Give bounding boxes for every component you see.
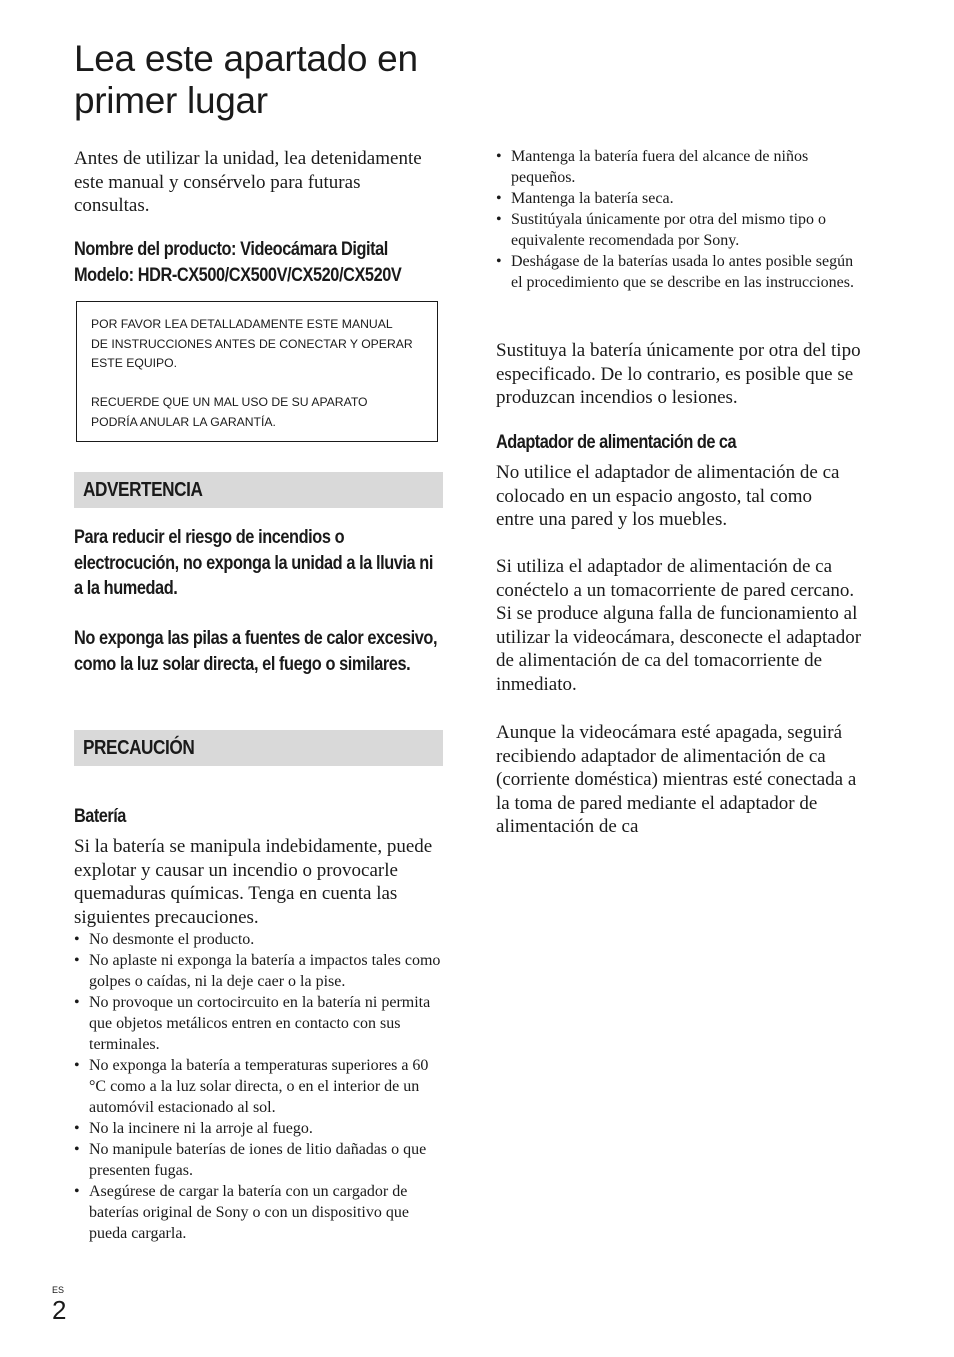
list-item: • Sustitúyala únicamente por otra del mismo tipo o equivalente recomendada por Sony. xyxy=(496,209,864,251)
bateria-intro: Si la batería se manipula indebidamente, puede explotar y causar un incendio o provocarle quemaduras químicas. Tenga en cuenta las siguientes precauciones. xyxy=(74,836,433,928)
adaptador-para-1: No utilice el adaptador de alimentación de ca colocado en un espacio angosto, tal como entre una pared y los muebles. xyxy=(496,462,840,531)
page-language-code: ES xyxy=(52,1285,65,1295)
advertencia-section-header xyxy=(74,472,443,508)
product-info xyxy=(74,237,452,288)
product-name: Nombre del producto: Videocámara Digital xyxy=(74,239,388,260)
list-item: • No aplaste ni exponga la batería a impactos tales como golpes o caídas, ni la deje caer o la pise. xyxy=(74,950,446,992)
notice-line: ESTE EQUIPO. xyxy=(91,356,178,371)
intro-text: Antes de utilizar la unidad, lea detenidamente este manual y consérvelo para futuras consultas. xyxy=(74,148,422,217)
list-item: • No manipule baterías de iones de litio dañadas o que presenten fugas. xyxy=(74,1139,446,1181)
notice-line: PODRÍA ANULAR LA GARANTÍA. xyxy=(91,414,276,429)
page-number: 2 xyxy=(52,1295,67,1325)
warning-text-1: Para reducir el riesgo de incendios o electrocución, no exponga la unidad a la lluvia ni a la humedad. xyxy=(74,527,433,599)
adaptador-heading: Adaptador de alimentación de ca xyxy=(496,432,737,453)
notice-line: RECUERDE QUE UN MAL USO DE SU APARATO xyxy=(91,395,368,410)
list-item: • No provoque un cortocircuito en la batería ni permita que objetos metálicos entren en contacto con sus terminales. xyxy=(74,992,446,1055)
adaptador-para-2: Si utiliza el adaptador de alimentación de ca conéctelo a un tomacorriente de pared cercano. Si se produce alguna falla de funcionamiento al utilizar la videocámara, desconecte el adaptador de alimentación de ca del tomacorriente de inmediato. xyxy=(496,556,862,695)
notice-box xyxy=(76,301,438,442)
precaucion-heading: PRECAUCIÓN xyxy=(83,737,195,759)
list-item: • Deshágase de la baterías usada lo antes posible según el procedimiento que se describe en las instrucciones. xyxy=(496,251,864,293)
notice-line: POR FAVOR LEA DETALLADAMENTE ESTE MANUAL xyxy=(91,317,393,331)
bateria-heading: Batería xyxy=(74,806,126,827)
precaucion-section-header xyxy=(74,730,443,766)
bateria-precautions-list xyxy=(74,929,446,1244)
list-item: • Asegúrese de cargar la batería con un cargador de baterías original de Sony o con un dispositivo que pueda cargarla. xyxy=(74,1181,446,1244)
list-item: • Mantenga la batería seca. xyxy=(496,188,864,209)
list-item: • No exponga la batería a temperaturas superiores a 60 °C como a la luz solar directa, o en el interior de un automóvil estacionado al sol. xyxy=(74,1055,446,1118)
warning-text-2: No exponga las pilas a fuentes de calor excesivo, como la luz solar directa, el fuego o similares. xyxy=(74,628,438,675)
list-item: • No desmonte el producto. xyxy=(74,929,446,950)
replace-battery-text: Sustituya la batería únicamente por otra del tipo especificado. De lo contrario, es posible que se produzcan incendios o lesiones. xyxy=(496,340,861,409)
bateria-precautions-list-continued xyxy=(496,146,864,293)
adaptador-para-3: Aunque la videocámara esté apagada, seguirá recibiendo adaptador de alimentación de ca (corriente doméstica) mientras esté conectada a la toma de pared mediante el adaptador de alimentación de ca xyxy=(496,722,857,838)
notice-line: DE INSTRUCCIONES ANTES DE CONECTAR Y OPERAR xyxy=(91,336,413,351)
advertencia-heading: ADVERTENCIA xyxy=(83,479,203,501)
product-model: Modelo: HDR-CX500/CX500V/CX520/CX520V xyxy=(74,264,402,286)
list-item: • No la incinere ni la arroje al fuego. xyxy=(74,1118,446,1139)
list-item: • Mantenga la batería fuera del alcance de niños pequeños. xyxy=(496,146,864,188)
page-title: Lea este apartado en primer lugar xyxy=(74,38,418,121)
